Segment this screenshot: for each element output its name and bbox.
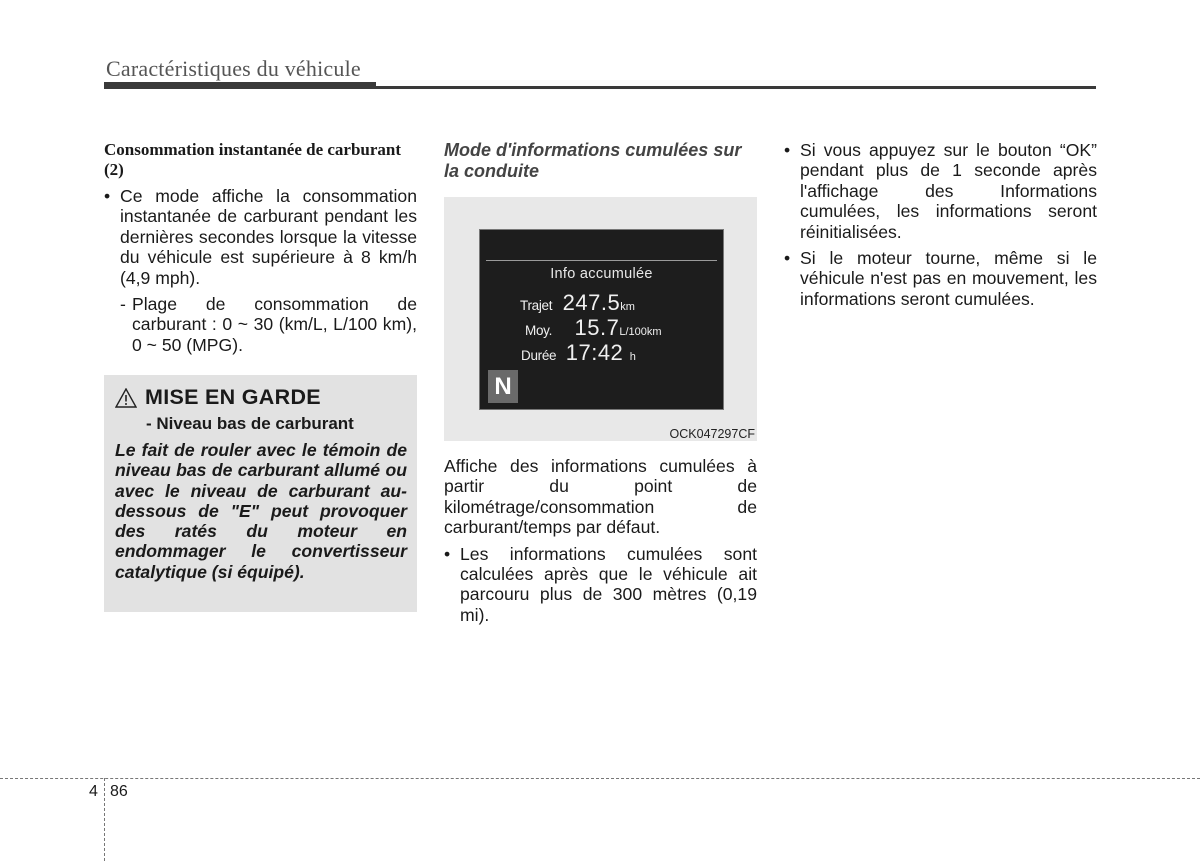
header-title: Caractéristiques du véhicule <box>106 56 361 81</box>
list-item <box>784 140 1097 242</box>
sub-list-item-text: Plage de consommation de carburant : 0 ~ 30 (km/L, L/100 km), 0 ~ 50 (MPG). <box>132 294 417 355</box>
sub-list-item <box>104 294 417 355</box>
cluster-display <box>479 229 724 410</box>
display-value: 15.7 <box>574 315 620 340</box>
chapter-number: 4 <box>89 783 98 800</box>
display-value: 247.5 <box>562 290 621 315</box>
list-item <box>784 248 1097 309</box>
display-row-average <box>525 315 662 341</box>
caution-box <box>104 375 417 612</box>
display-row-duration <box>521 340 636 366</box>
bullet-icon: • <box>104 186 111 206</box>
bullet-icon: • <box>784 248 791 269</box>
section-heading-cumulative-mode: Mode d'informations cumulées sur la conduite <box>444 140 742 181</box>
list-item-text: Si vous appuyez sur le bouton “OK” pendant plus de 1 seconde après l'affichage des Informations cumulées, les informations seront réinitialisées. <box>800 140 1097 242</box>
list-item <box>104 186 417 288</box>
footer-rule <box>0 778 1200 779</box>
bullet-icon: • <box>784 140 791 160</box>
display-divider <box>486 260 717 261</box>
caution-title: MISE EN GARDE <box>145 385 321 409</box>
bullet-icon: • <box>444 543 451 564</box>
display-row-trip <box>520 290 635 316</box>
column-1 <box>104 140 417 355</box>
list-item-text: Si le moteur tourne, même si le véhicule n'est pas en mouvement, les informations seront cumulées. <box>800 248 1097 309</box>
list-item-text: Les informations cumulées sont calculées après que le véhicule ait parcouru plus de 300 mètres (0,19 mi). <box>460 543 757 625</box>
cluster-figure <box>444 197 757 441</box>
display-unit: L/100km <box>619 326 662 338</box>
display-title: Info accumulée <box>550 266 653 282</box>
paragraph: Affiche des informations cumulées à partir du point de kilométrage/consommation de carburant/temps par défaut. <box>444 456 757 538</box>
display-unit: km <box>620 301 635 313</box>
page-number: 86 <box>110 783 128 800</box>
display-value: 17:42 <box>565 340 624 365</box>
figure-code: OCK047297CF <box>669 427 755 441</box>
gear-indicator: N <box>488 370 518 403</box>
display-unit: h <box>629 351 636 363</box>
column-3 <box>784 140 1097 315</box>
dash-icon: - <box>120 294 126 315</box>
display-label: Trajet <box>520 298 553 313</box>
section-heading-instant-consumption: Consommation instantanée de carburant (2) <box>104 140 402 179</box>
caution-header <box>115 385 407 410</box>
list-item <box>444 544 757 626</box>
column-2-body <box>444 456 757 631</box>
display-label: Moy. <box>525 323 553 338</box>
caution-body: Le fait de rouler avec le témoin de niveau bas de carburant allumé ou avec le niveau de carburant au-dessous de "E" peut provoquer des ratés du moteur en endommager le convertisseur catalytique (si équipé). <box>115 440 407 582</box>
display-label: Durée <box>521 348 557 363</box>
header-rule <box>104 86 1096 89</box>
warning-triangle-icon <box>115 388 137 408</box>
list-item-text: Ce mode affiche la consommation instantanée de carburant pendant les dernières secondes lorsque la vitesse du véhicule est supérieure à 8 km/h (4,9 mph). <box>120 186 417 288</box>
caution-subtitle: - Niveau bas de carburant <box>146 414 354 433</box>
footer-vertical-rule <box>104 778 105 861</box>
column-2 <box>444 140 757 196</box>
